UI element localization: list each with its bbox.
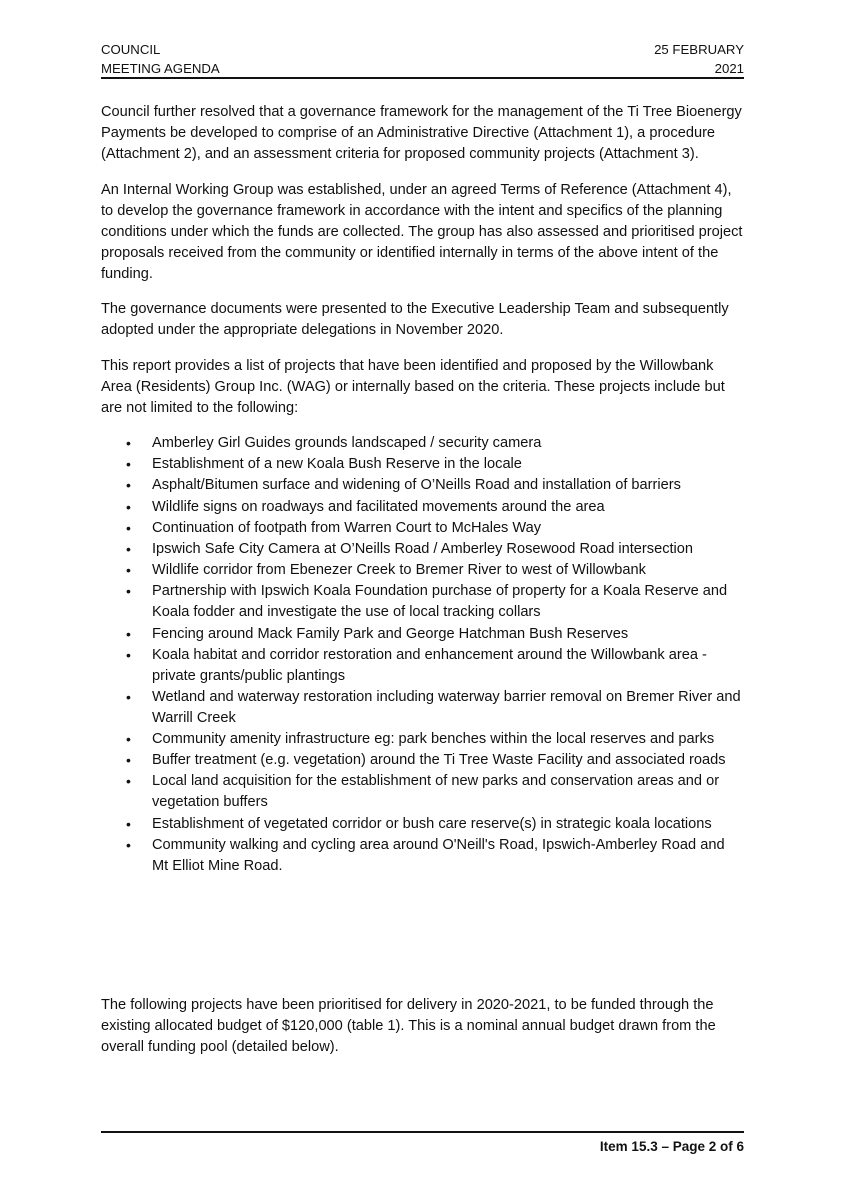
list-item-text: Local land acquisition for the establishment of new parks and conservation areas and or vegetation buffers [152, 773, 720, 811]
bullet-icon: • [126, 773, 131, 790]
list-item [101, 814, 744, 835]
list-item [101, 518, 744, 539]
header-right [654, 40, 744, 78]
list-item-text: Establishment of a new Koala Bush Reserve in the locale [152, 456, 522, 473]
bullet-icon: • [126, 562, 131, 579]
document-body [101, 102, 744, 893]
list-item [101, 771, 744, 813]
paragraph-report-overview: This report provides a list of projects that have been identified and proposed by the Willowbank Area (Residents) Group Inc. (WAG) or internally based on the criteria. These projects include but are not limited to the following: [101, 357, 725, 416]
paragraph-prioritised-projects: The following projects have been prioritised for delivery in 2020-2021, to be funded through the existing allocated budget of $120,000 (table 1). This is a nominal annual budget drawn from the overall funding pool (detailed below). [101, 997, 716, 1055]
list-item-text: Ipswich Safe City Camera at O’Neills Road / Amberley Rosewood Road intersection [152, 540, 694, 557]
list-item-text: Community amenity infrastructure eg: park benches within the local reserves and parks [152, 731, 715, 748]
header-date-year: 2021 [714, 61, 744, 76]
list-item [101, 645, 744, 687]
bullet-icon: • [126, 731, 131, 748]
bullet-icon: • [126, 477, 131, 494]
list-item [101, 454, 744, 475]
bullet-icon: • [126, 583, 131, 600]
list-item [101, 497, 744, 518]
bullet-icon: • [126, 456, 131, 473]
list-item-text: Wildlife corridor from Ebenezer Creek to Bremer River to west of Willowbank [152, 562, 646, 579]
list-item-text: Establishment of vegetated corridor or bush care reserve(s) in strategic koala locations [152, 815, 712, 832]
list-item-text: Wetland and waterway restoration including waterway barrier removal on Bremer River and Warrill Creek [152, 688, 741, 726]
bullet-icon: • [126, 498, 131, 515]
paragraph-governance-documents: The governance documents were presented to the Executive Leadership Team and subsequently adopted under the appropriate delegations in November 2020. [101, 301, 729, 338]
header-council: COUNCIL [101, 42, 161, 57]
list-item [101, 581, 744, 623]
list-item [101, 560, 744, 581]
header-meeting-agenda: MEETING AGENDA [101, 61, 220, 76]
page-footer-label: Item 15.3 – Page 2 of 6 [599, 1139, 744, 1154]
paragraph-governance-framework: Council further resolved that a governance framework for the management of the Ti Tree Bioenergy Payments be developed to comprise of an Administrative Directive (Attachment 1), a procedure (Attachment 2), and an assessment criteria for proposed community projects (Attachment 3). [101, 104, 742, 162]
list-item-text: Community walking and cycling area around O'Neill's Road, Ipswich-Amberley Road and Mt Elliot Mine Road. [152, 836, 725, 874]
list-item [101, 687, 744, 729]
project-list [101, 433, 744, 877]
list-item-text: Fencing around Mack Family Park and George Hatchman Bush Reserves [152, 625, 629, 642]
list-item-text: Koala habitat and corridor restoration and enhancement around the Willowbank area - private grants/public plantings [152, 646, 707, 684]
bullet-icon: • [126, 815, 131, 832]
footer-divider [101, 1131, 744, 1133]
bullet-icon: • [126, 752, 131, 769]
list-item [101, 475, 744, 496]
page-header [101, 40, 744, 78]
list-item [101, 750, 744, 771]
list-item [101, 835, 744, 877]
bullet-icon: • [126, 688, 131, 705]
bullet-icon: • [126, 625, 131, 642]
list-item [101, 624, 744, 645]
list-item-text: Asphalt/Bitumen surface and widening of O’Neills Road and installation of barriers [152, 477, 681, 494]
list-item [101, 729, 744, 750]
bullet-icon: • [126, 836, 131, 853]
list-item [101, 539, 744, 560]
bullet-icon: • [126, 540, 131, 557]
list-item-text: Amberley Girl Guides grounds landscaped / security camera [152, 435, 542, 451]
bullet-icon: • [126, 519, 131, 536]
header-divider [101, 77, 744, 79]
list-item-text: Buffer treatment (e.g. vegetation) around the Ti Tree Waste Facility and associated roads [152, 752, 726, 769]
header-left [101, 40, 220, 78]
list-item [101, 433, 744, 454]
header-date-month: 25 FEBRUARY [654, 42, 744, 57]
paragraph-internal-working-group: An Internal Working Group was established, under an agreed Terms of Reference (Attachment 4), to develop the governance framework in accordance with the intent and specifics of the planning conditions under which the funds are collected. The group has also assessed and prioritised project proposals received from the community or identified internally in terms of the above intent of the funding. [101, 181, 743, 282]
bullet-icon: • [126, 435, 131, 451]
list-item-text: Partnership with Ipswich Koala Foundation purchase of property for a Koala Reserve and Koala fodder and investigate the use of local tracking collars [152, 583, 728, 621]
list-item-text: Continuation of footpath from Warren Court to McHales Way [152, 519, 542, 536]
bullet-icon: • [126, 646, 131, 663]
list-item-text: Wildlife signs on roadways and facilitated movements around the area [152, 498, 605, 515]
